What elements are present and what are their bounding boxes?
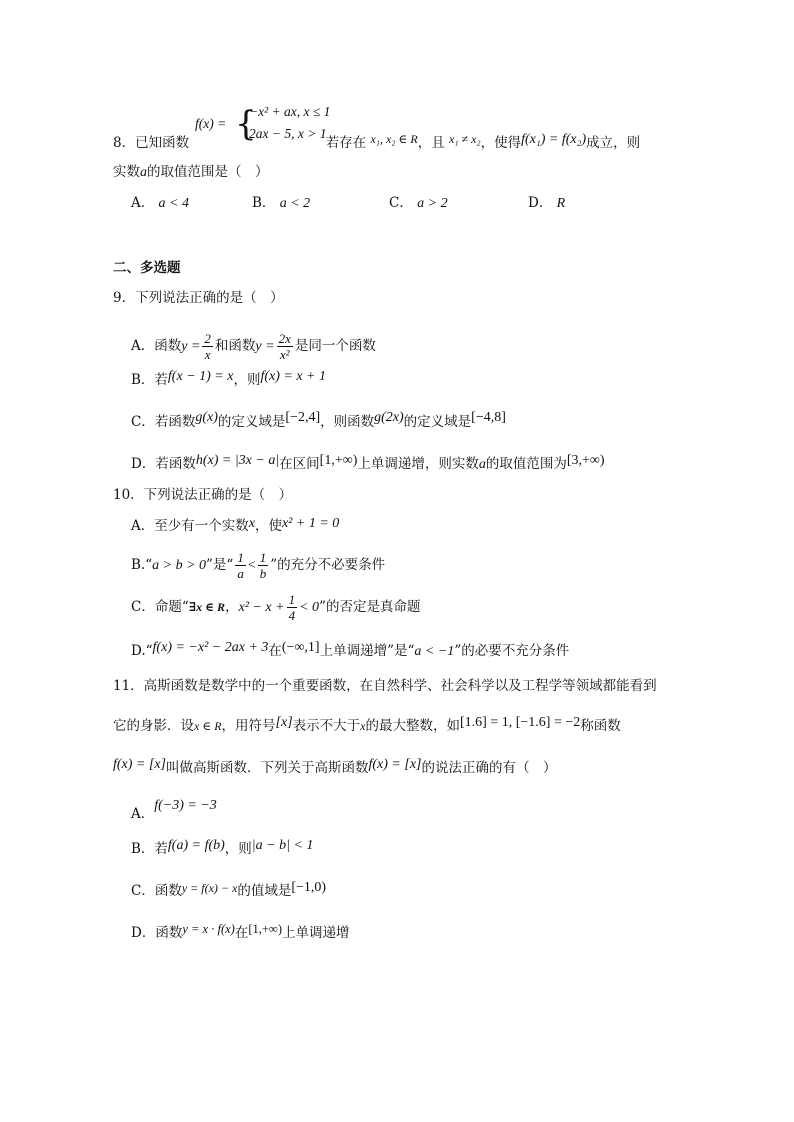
q9-option-c[interactable] [131, 412, 506, 433]
option-text: 的定义域是 [403, 414, 472, 430]
q11-option-b[interactable] [131, 839, 313, 860]
option-text: A．函数 [131, 338, 182, 354]
math: y = f(x) − x [181, 881, 238, 895]
q8-option-c[interactable] [389, 193, 448, 214]
q11-text: 表示不大于 [292, 718, 361, 734]
math: f(−3) = −3 [154, 798, 217, 813]
math: f(x) = [x] [368, 757, 422, 772]
math: [−4,8] [471, 410, 506, 425]
option-text: 是同一个函数 [294, 338, 376, 354]
denominator: x² [279, 347, 290, 362]
q8-text: 成立，则 [586, 135, 641, 151]
option-text: 在区间 [279, 456, 320, 472]
q10-stem: 10．下列说法正确的是（ ） [113, 487, 293, 503]
math: f(x − 1) = x [167, 369, 234, 384]
q11-text: ，用符号 [221, 718, 276, 734]
option-text: ，则函数 [320, 414, 375, 430]
q10-option-b[interactable] [131, 548, 385, 583]
q8-option-d[interactable] [528, 193, 565, 214]
option-text: C．函数 [131, 883, 182, 899]
numerator: 2 [204, 331, 211, 346]
math: [x] [275, 715, 293, 730]
option-text: 上单调递增，则实数 [357, 456, 479, 472]
numerator: 2x [278, 331, 291, 346]
numerator: 1 [237, 550, 244, 565]
option-text: A． [131, 806, 155, 822]
math: < 0 [299, 600, 320, 615]
q11-line2 [113, 716, 621, 737]
math: g(x) [195, 410, 218, 425]
option-text: D．若函数 [131, 456, 196, 472]
option-text: 和函数 [214, 338, 256, 354]
option-text: 上单调递增 [282, 925, 350, 941]
q11-line1: 11．高斯函数是数学中的一个重要函数，在自然科学、社会科学以及工程学等领域都能看到 [113, 678, 657, 694]
option-text: C．命题“ [131, 599, 189, 615]
option-text: ，则 [233, 372, 261, 388]
option-text: C．若函数 [131, 414, 196, 430]
math: [1,+∞) [319, 453, 358, 468]
option-text: ”的否定是真命题 [319, 599, 421, 615]
math: f(x) = x + 1 [260, 369, 327, 384]
math: a > b > 0 [152, 558, 207, 573]
math: f(x) = [x] [113, 757, 166, 772]
denominator: b [259, 566, 267, 581]
fraction [258, 550, 269, 581]
q11-text: 的最大整数，如 [365, 718, 460, 734]
q8-math: a [140, 165, 147, 180]
fraction [287, 592, 298, 623]
math: y = x · f(x) [182, 922, 235, 936]
option-text: D.“ [131, 643, 153, 659]
option-text: B．若 [131, 372, 168, 388]
option-label: C． [389, 195, 413, 211]
option-value: a > 2 [417, 196, 448, 211]
q8-math: x₁ ≠ x₂ [449, 132, 481, 146]
fraction [277, 331, 293, 362]
q11-text: 称函数 [580, 718, 621, 734]
math: x [248, 516, 255, 531]
option-text: 的值域是 [237, 883, 292, 899]
math: g(2x) [374, 410, 404, 425]
q9-stem: 9．下列说法正确的是（ ） [113, 290, 284, 306]
q11-option-c[interactable] [131, 881, 326, 902]
math: [1.6] = 1, [−1.6] = −2 [460, 715, 581, 730]
option-text: ”的必要不充分条件 [454, 643, 570, 659]
option-label: D． [528, 195, 553, 211]
q10-option-a[interactable] [131, 516, 339, 537]
option-text: D．函数 [131, 925, 183, 941]
math: h(x) = |3x − a| [195, 453, 280, 468]
q8-text: ，且 [417, 135, 445, 151]
q8-math: x₁, x₂ ∈ R [370, 132, 418, 146]
math: x² − x + [238, 600, 285, 615]
option-text: ，使 [254, 518, 282, 534]
option-text: 上单调递增”是“ [319, 643, 415, 659]
math: y = [181, 339, 201, 354]
math: (−∞,1] [281, 640, 320, 655]
fraction [235, 550, 246, 581]
q8-math: f(x₁) = f(x₂) [521, 132, 587, 147]
q11-text: 叫做高斯函数．下列关于高斯函数 [166, 760, 369, 776]
numerator: 1 [259, 550, 267, 565]
option-label: A． [131, 195, 155, 211]
q9-option-a[interactable] [131, 329, 376, 364]
q8-brace: { [235, 104, 257, 144]
math: [−2,4] [285, 410, 321, 425]
option-text: B.“ [131, 557, 153, 573]
q8-line2 [113, 162, 269, 183]
numerator: 1 [288, 592, 296, 607]
q10-option-d[interactable] [131, 641, 569, 662]
option-text: 在 [268, 643, 282, 659]
math: [1,+∞) [248, 922, 283, 936]
option-value: a < 2 [279, 196, 311, 211]
option-value: R [556, 196, 566, 211]
fraction [202, 331, 213, 362]
q8-piece2: 2ax − 5, x > 1 [249, 126, 327, 141]
math: x [360, 719, 366, 733]
option-text: 在 [234, 925, 249, 941]
option-text: ”的充分不必要条件 [270, 557, 386, 573]
option-text: ， [225, 599, 239, 615]
q8-text: 实数 [113, 164, 140, 180]
q11-option-d[interactable] [131, 923, 350, 943]
q11-line3 [113, 758, 557, 779]
option-text: ”是“ [206, 557, 234, 573]
q8-func-def: f(x) = [195, 116, 227, 131]
q8-line1 [113, 133, 640, 154]
math: y = [255, 339, 275, 354]
q8-text: 若存在 [325, 135, 367, 151]
option-value: a < 4 [158, 196, 189, 211]
q8-text: 8．已知函数 [113, 135, 190, 151]
math: |a − b| < 1 [251, 838, 314, 853]
q10-option-c[interactable] [131, 590, 420, 625]
math: f(x) = −x² − 2ax + 3 [152, 640, 269, 655]
q8-option-a[interactable] [131, 193, 189, 214]
math: < [247, 558, 256, 573]
option-text: ，则 [224, 841, 252, 857]
option-text: 的定义域是 [217, 414, 286, 430]
q8-text: 的取值范围是（ ） [147, 164, 269, 180]
math: x ∈ R [194, 719, 222, 733]
math: [−1,0) [291, 880, 327, 895]
q9-option-d[interactable] [131, 454, 605, 475]
q11-option-a[interactable] [131, 799, 217, 820]
section-title: 二、多选题 [113, 260, 181, 276]
denominator: x [204, 347, 211, 362]
math: a [478, 457, 486, 472]
math: x² + 1 = 0 [281, 516, 340, 531]
denominator: 4 [288, 608, 296, 623]
q8-piece1: −x² + ax, x ≤ 1 [249, 104, 331, 119]
q11-text: 它的身影．设 [113, 718, 194, 734]
option-text: A．至少有一个实数 [131, 518, 249, 534]
option-text: 的取值范围为 [485, 456, 567, 472]
math: [3,+∞) [566, 453, 605, 468]
denominator: a [237, 566, 244, 581]
q8-option-b[interactable] [252, 193, 310, 214]
math: ∃x ∈ R [188, 600, 226, 614]
option-text: B．若 [131, 841, 168, 857]
math: a < −1 [414, 644, 455, 659]
math: f(a) = f(b) [167, 838, 225, 853]
q11-text: 的说法正确的有（ ） [421, 760, 557, 776]
q9-option-b[interactable] [131, 370, 326, 391]
q8-text: ，使得 [480, 135, 522, 151]
option-label: B． [252, 195, 276, 211]
